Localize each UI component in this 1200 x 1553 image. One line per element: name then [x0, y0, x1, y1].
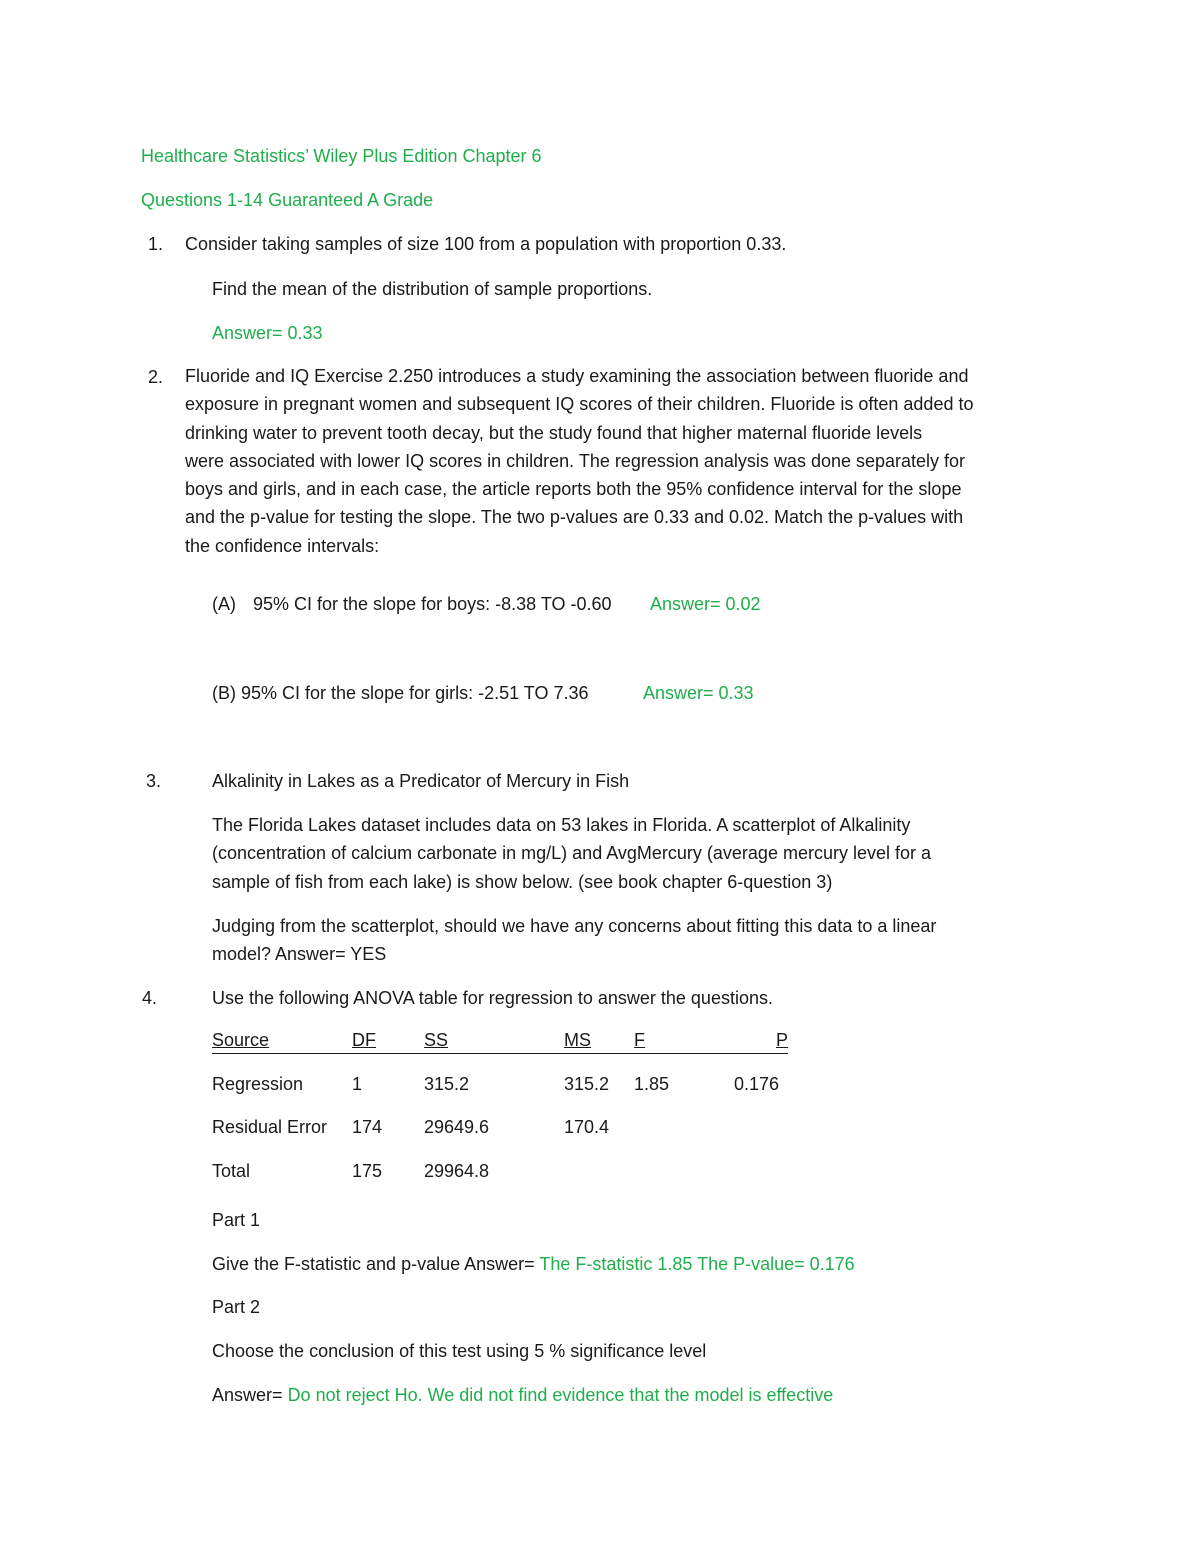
q3-question: [212, 912, 1062, 969]
q4-part2-answer-prefix: Answer=: [212, 1385, 283, 1405]
anova-header-f: F: [634, 1030, 645, 1050]
q4-part2-label: Part 2: [212, 1297, 261, 1317]
anova-cell: 0.176: [734, 1074, 780, 1094]
q3-number: 3.: [146, 771, 162, 791]
document-subtitle: Questions 1-14 Guaranteed A Grade: [141, 190, 434, 210]
q3-line: sample of fish from each lake) is show below. (see book chapter 6-question 3): [212, 871, 833, 892]
q4-part1-question: [212, 1250, 855, 1278]
q2-part-a-answer: Answer= 0.02: [650, 594, 761, 614]
q2-part-b-answer: Answer= 0.33: [643, 683, 754, 703]
q2-line: boys and girls, and in each case, the article reports both the 95% confidence interval for the slope: [185, 479, 962, 500]
q2-line: drinking water to prevent tooth decay, but the study found that higher maternal fluoride levels: [185, 422, 923, 443]
q2-line: Fluoride and IQ Exercise 2.250 introduces a study examining the association between fluoride and: [185, 366, 969, 386]
q3-title: Alkalinity in Lakes as a Predicator of Mercury in Fish: [212, 771, 630, 791]
q2-paragraph: [185, 362, 1065, 560]
q2-part-a-label: (A): [212, 594, 236, 614]
q4-part2-answer-line: [212, 1381, 833, 1409]
anova-cell: 1.85: [634, 1074, 670, 1094]
anova-cell: 315.2: [424, 1074, 470, 1094]
q2-part-a-text: 95% CI for the slope for boys: -8.38 TO -0.60: [253, 594, 612, 614]
q1-answer: Answer= 0.33: [212, 323, 323, 343]
q2-line: exposure in pregnant women and subsequent IQ scores of their children. Fluoride is often added to: [185, 394, 974, 415]
anova-cell: Residual Error: [212, 1117, 328, 1137]
q4-part2-question: Choose the conclusion of this test using 5 % significance level: [212, 1341, 707, 1361]
anova-cell: 29649.6: [424, 1117, 490, 1137]
q1-number: 1.: [148, 234, 164, 254]
anova-header-p: P: [776, 1030, 789, 1050]
anova-cell: 174: [352, 1117, 383, 1137]
anova-cell: 315.2: [564, 1074, 610, 1094]
document-title: Healthcare Statistics’ Wiley Plus Edition Chapter 6: [141, 146, 542, 166]
q2-part-b-text: (B) 95% CI for the slope for girls: -2.51 TO 7.36: [212, 683, 589, 703]
anova-header-underline: [212, 1053, 788, 1054]
q4-part1-answer: The F-statistic 1.85 The P-value= 0.176: [539, 1254, 855, 1274]
q4-text: Use the following ANOVA table for regression to answer the questions.: [212, 988, 773, 1008]
anova-cell: 170.4: [564, 1117, 610, 1137]
q2-line: and the p-value for testing the slope. The two p-values are 0.33 and 0.02. Match the p-values with: [185, 507, 964, 528]
q4-part1-question-text: Give the F-statistic and p-value Answer=: [212, 1254, 535, 1274]
q3-question-line: model? Answer= YES: [212, 944, 387, 965]
anova-cell: 1: [352, 1074, 363, 1094]
anova-cell: 175: [352, 1161, 383, 1181]
q1-subquestion: Find the mean of the distribution of sample proportions.: [212, 279, 653, 299]
anova-cell: Total: [212, 1161, 251, 1181]
q3-paragraph: [212, 811, 1062, 896]
q2-line: the confidence intervals:: [185, 535, 380, 556]
anova-header-ss: SS: [424, 1030, 449, 1050]
q4-part2-answer: Do not reject Ho. We did not find evidence that the model is effective: [287, 1385, 834, 1405]
anova-cell: 29964.8: [424, 1161, 490, 1181]
q3-line: The Florida Lakes dataset includes data on 53 lakes in Florida. A scatterplot of Alkalinity: [212, 815, 911, 835]
q4-part1-label: Part 1: [212, 1210, 261, 1230]
q4-number: 4.: [142, 988, 158, 1008]
q2-line: were associated with lower IQ scores in children. The regression analysis was done separately for: [185, 450, 966, 471]
anova-header-df: DF: [352, 1030, 376, 1050]
anova-header-ms: MS: [564, 1030, 591, 1050]
q3-line: (concentration of calcium carbonate in mg/L) and AvgMercury (average mercury level for a: [212, 843, 931, 864]
q2-number: 2.: [148, 367, 164, 387]
q1-text: Consider taking samples of size 100 from a population with proportion 0.33.: [185, 234, 787, 254]
anova-header-source: Source: [212, 1030, 270, 1050]
q3-question-line: Judging from the scatterplot, should we have any concerns about fitting this data to a linear: [212, 916, 937, 936]
anova-cell: Regression: [212, 1074, 304, 1094]
